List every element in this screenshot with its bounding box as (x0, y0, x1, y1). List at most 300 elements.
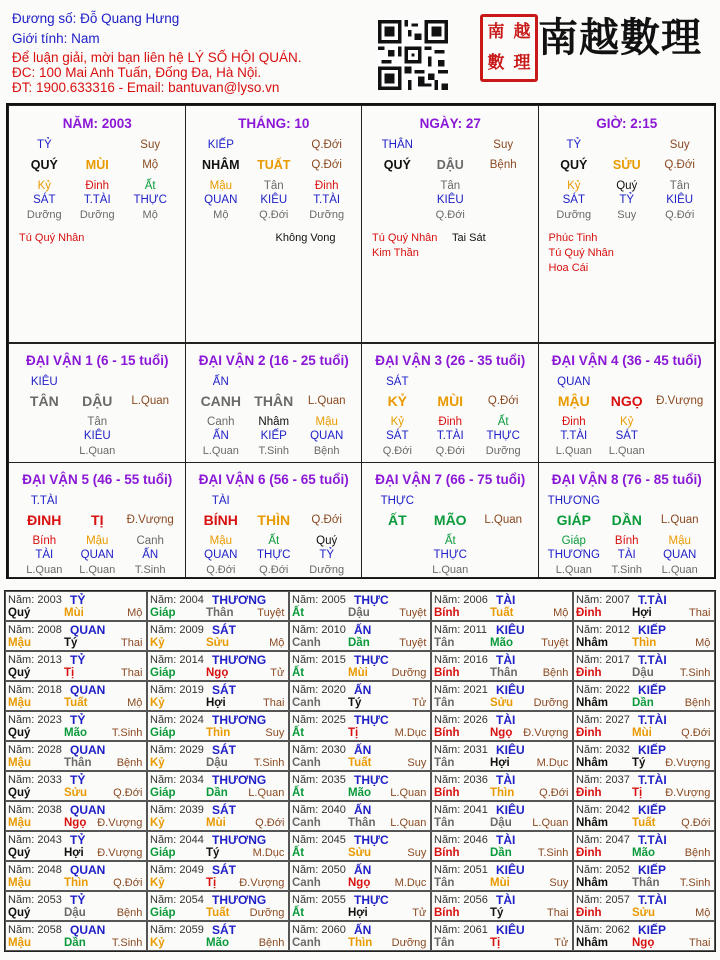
dai-van-hidden-phase: Bệnh (313, 445, 340, 457)
dai-van-cell (538, 343, 716, 463)
year-branch: Sửu (206, 637, 230, 649)
year-god: KIÊU (496, 923, 525, 937)
dai-van-hidden-god: ẤN (142, 549, 159, 561)
hidden-stem: Mậu (209, 180, 232, 192)
year-god: T.TÀI (638, 773, 667, 787)
year-label: Năm: 2011 (434, 624, 487, 636)
dai-van-branch: DẬU (82, 393, 113, 409)
year-phase: Q.Đới (113, 787, 143, 799)
hidden-stem: Ất (144, 180, 156, 192)
year-stem: Kỷ (150, 877, 165, 889)
year-cell (5, 651, 147, 681)
year-label: Năm: 2060 (292, 924, 346, 936)
owner-name: Đỗ Quang Hưng (80, 11, 180, 26)
dai-van-god: THƯƠNG (547, 495, 600, 507)
dai-van-hidden-stem: Kỷ (620, 416, 634, 428)
year-branch: Dần (632, 697, 654, 709)
dai-van-cell (185, 343, 363, 463)
dai-van-hidden-stem: Ất (444, 535, 456, 547)
year-cell (5, 861, 147, 891)
year-phase: Q.Đới (255, 817, 285, 829)
year-stem: Kỷ (150, 817, 165, 829)
dai-van-branch: TỊ (91, 512, 104, 528)
dai-van-stem: MẬU (557, 393, 590, 409)
year-stem: Tân (434, 817, 455, 829)
year-god: THỰC (354, 713, 389, 727)
year-branch: Dần (206, 787, 228, 799)
dai-van-state: L.Quan (307, 395, 346, 407)
year-phase: Bệnh (684, 697, 711, 709)
year-god: T.TÀI (638, 713, 667, 727)
dai-van-cell (8, 343, 186, 463)
year-god: ẤN (354, 803, 372, 817)
year-stem: Canh (292, 757, 321, 769)
year-stem: Bính (434, 847, 460, 859)
hidden-god: KIÊU (436, 194, 464, 206)
year-phase: Suy (407, 847, 427, 859)
branch-state: Mộ (142, 159, 159, 171)
year-label: Năm: 2039 (150, 804, 204, 816)
dai-van-state: L.Quan (131, 395, 170, 407)
year-label: Năm: 2037 (576, 774, 630, 786)
year-stem: Mậu (8, 697, 31, 709)
year-label: Năm: 2035 (292, 774, 346, 786)
year-phase: Tử (412, 697, 427, 709)
dai-van-state: Q.Đới (311, 514, 342, 526)
dai-van-cell (538, 462, 716, 578)
year-stem: Quý (8, 607, 31, 619)
year-phase: Suy (407, 757, 427, 769)
year-stem: Quý (8, 907, 31, 919)
year-stem: Kỷ (150, 757, 165, 769)
year-phase: T.Sinh (111, 727, 143, 739)
pillar-title: GIỜ: 2:15 (596, 116, 658, 131)
year-label: Năm: 2062 (576, 924, 630, 936)
dai-van-hidden-stem: Nhâm (258, 416, 290, 428)
year-god: THƯƠNG (212, 773, 267, 787)
hidden-phase: Suy (617, 209, 637, 221)
year-label: Năm: 2020 (292, 684, 346, 696)
heavenly-stem: QUÝ (383, 158, 411, 172)
year-label: Năm: 2005 (292, 594, 346, 606)
dai-van-hidden-god: TÀI (35, 549, 54, 561)
year-phase: Tử (412, 907, 427, 919)
year-phase: Đ.Vượng (665, 757, 711, 769)
year-stem: Ất (292, 667, 305, 679)
dai-van-branch: MÙI (437, 393, 464, 409)
hidden-god: SÁT (33, 194, 56, 206)
year-phase: L.Quan (390, 787, 427, 799)
year-god: T.TÀI (638, 593, 667, 607)
special-star: Tai Sát (452, 232, 486, 244)
year-branch: Tý (64, 637, 78, 649)
year-god: THỰC (354, 833, 389, 847)
year-branch: Dậu (64, 907, 86, 919)
year-stem: Đinh (576, 907, 602, 919)
year-cell (289, 681, 431, 711)
year-cell (147, 801, 289, 831)
year-branch: Thân (206, 607, 234, 619)
year-branch: Tuất (348, 757, 372, 769)
year-phase: Suy (549, 877, 569, 889)
year-branch: Mùi (348, 667, 368, 679)
year-cell (5, 921, 147, 951)
year-branch: Tý (206, 847, 220, 859)
year-stem: Canh (292, 817, 321, 829)
year-stem: Mậu (8, 757, 31, 769)
year-branch: Tý (632, 757, 646, 769)
year-label: Năm: 2029 (150, 744, 204, 756)
year-branch: Tị (490, 937, 501, 949)
dai-van-god: TÀI (211, 495, 230, 507)
year-branch: Tuất (64, 697, 88, 709)
year-phase: Q.Đới (113, 877, 143, 889)
year-branch: Tuất (632, 817, 656, 829)
year-stem: Canh (292, 637, 321, 649)
hidden-god: T.TÀI (83, 194, 111, 206)
year-phase: Mộ (269, 637, 285, 649)
year-god: SÁT (212, 803, 236, 817)
year-label: Năm: 2047 (576, 834, 630, 846)
year-cell (573, 621, 715, 651)
year-label: Năm: 2022 (576, 684, 630, 696)
year-phase: Q.Đới (681, 727, 711, 739)
year-phase: Mộ (553, 607, 569, 619)
year-phase: Mộ (127, 607, 143, 619)
year-cell (573, 591, 715, 621)
dai-van-hidden-phase: Q.Đới (382, 445, 412, 457)
dai-van-stem: ĐINH (27, 512, 62, 528)
dai-van-title: ĐẠI VẬN 7 (66 - 75 tuổi) (375, 472, 526, 487)
dai-van-god: T.TÀI (30, 495, 58, 507)
dai-van-hidden-stem: Mậu (315, 416, 338, 428)
year-phase: Dưỡng (533, 697, 569, 709)
hidden-god: THỰC (133, 194, 167, 206)
earthly-branch: SỬU (612, 158, 641, 172)
dai-van-hidden-stem: Ất (268, 535, 280, 547)
branch-state: Bệnh (489, 159, 517, 171)
hidden-phase: Mộ (213, 209, 229, 221)
dai-van-title: ĐẠI VẬN 1 (6 - 15 tuổi) (25, 353, 169, 368)
pillar-cell (361, 105, 539, 343)
dai-van-hidden-phase: T.Sinh (134, 564, 166, 576)
dai-van-state: Q.Đới (487, 395, 519, 407)
year-stem: Bính (434, 667, 460, 679)
year-god: TỶ (70, 593, 86, 607)
year-branch: Sửu (64, 787, 88, 799)
year-stem: Quý (8, 667, 31, 679)
year-stem: Đinh (576, 667, 602, 679)
address-line: ĐC: 100 Mai Anh Tuấn, Đống Đa, Hà Nội. (12, 65, 262, 80)
year-god: QUAN (70, 803, 106, 817)
year-label: Năm: 2057 (576, 894, 630, 906)
dai-van-hidden-god: QUAN (80, 549, 114, 561)
year-label: Năm: 2048 (8, 864, 62, 876)
year-phase: Đ.Vượng (97, 817, 143, 829)
year-phase: Đ.Vượng (523, 727, 569, 739)
dai-van-title: ĐẠI VẬN 3 (26 - 35 tuổi) (375, 353, 526, 368)
earthly-branch: MÙI (85, 158, 109, 172)
year-label: Năm: 2028 (8, 744, 62, 756)
year-phase: T.Sinh (253, 757, 285, 769)
year-label: Năm: 2041 (434, 804, 488, 816)
year-cell (147, 891, 289, 921)
year-phase: L.Quan (390, 817, 427, 829)
year-phase: Dưỡng (249, 907, 285, 919)
dai-van-hidden-stem: Giáp (561, 535, 586, 547)
heavenly-stem: QUÝ (560, 158, 588, 172)
year-label: Năm: 2045 (292, 834, 346, 846)
year-label: Năm: 2021 (434, 684, 488, 696)
year-branch: Sửu (348, 847, 372, 859)
year-phase: Tuyệt (541, 637, 569, 649)
special-star: Không Vong (275, 232, 336, 244)
year-god: KIẾP (638, 623, 667, 637)
dai-van-hidden-god: QUAN (310, 430, 344, 442)
hidden-stem: Kỷ (37, 180, 52, 192)
year-stem: Canh (292, 877, 321, 889)
year-phase: Tuyệt (399, 607, 427, 619)
year-cell (5, 831, 147, 861)
year-god: SÁT (212, 923, 236, 937)
year-branch: Thân (490, 667, 518, 679)
dai-van-hidden-stem: Tân (87, 416, 108, 428)
year-label: Năm: 2049 (150, 864, 204, 876)
owner-label: Đương số: (12, 11, 81, 26)
year-branch: Ngọ (348, 877, 371, 889)
dai-van-branch: THÌN (257, 512, 291, 528)
year-phase: Bệnh (258, 937, 285, 949)
year-phase: Bệnh (116, 907, 143, 919)
year-cell (5, 621, 147, 651)
year-phase: Bệnh (542, 667, 569, 679)
year-stem: Mậu (8, 637, 31, 649)
pillar-title: NGÀY: 27 (419, 116, 481, 131)
pillar-cell (8, 105, 186, 343)
year-cell (5, 741, 147, 771)
hidden-stem: Quý (616, 180, 638, 192)
dai-van-hidden-stem: Mậu (668, 535, 691, 547)
year-phase: T.Sinh (537, 847, 569, 859)
hidden-stem: Tân (440, 180, 461, 192)
hidden-stem: Tân (263, 180, 284, 192)
hidden-phase: Dưỡng (79, 209, 115, 221)
dai-van-hidden-phase: L.Quan (661, 564, 698, 576)
year-phase: Đ.Vượng (239, 877, 285, 889)
year-god: SÁT (212, 863, 236, 877)
year-god: THỰC (354, 593, 389, 607)
year-god: TỶ (70, 653, 86, 667)
year-phase: Tuyệt (257, 607, 285, 619)
year-branch: Hợi (206, 697, 226, 709)
year-branch: Mùi (64, 607, 84, 619)
year-phase: Mộ (127, 697, 143, 709)
year-label: Năm: 2026 (434, 714, 488, 726)
year-god: QUAN (70, 743, 106, 757)
year-branch: Ngọ (64, 817, 87, 829)
year-label: Năm: 2030 (292, 744, 346, 756)
year-branch: Tuất (206, 907, 230, 919)
year-branch: Dậu (206, 757, 228, 769)
year-god: T.TÀI (638, 653, 667, 667)
year-cell (431, 651, 573, 681)
dai-van-hidden-phase: L.Quan (432, 564, 469, 576)
pillar-title: NĂM: 2003 (62, 116, 132, 131)
pillar-top-god: TỶ (36, 139, 52, 151)
year-stem: Kỷ (150, 637, 165, 649)
year-phase: Đ.Vượng (665, 787, 711, 799)
year-cell (431, 741, 573, 771)
dai-van-hidden-god: SÁT (386, 430, 409, 442)
dai-van-stem: ẤT (387, 512, 407, 528)
year-stem: Đinh (576, 847, 602, 859)
year-label: Năm: 2023 (8, 714, 62, 726)
year-god: KIẾP (638, 683, 667, 697)
year-god: TÀI (496, 833, 516, 847)
dai-van-hidden-stem: Bính (614, 535, 639, 547)
pillar-top-state: Q.Đới (311, 139, 342, 151)
dai-van-god: QUAN (557, 376, 591, 388)
year-label: Năm: 2013 (8, 654, 62, 666)
dai-van-hidden-god: THỰC (486, 430, 520, 442)
year-cell (431, 711, 573, 741)
year-stem: Nhâm (576, 937, 608, 949)
year-label: Năm: 2017 (576, 654, 630, 666)
dai-van-hidden-stem: Quý (316, 535, 338, 547)
year-stem: Mậu (8, 817, 31, 829)
hidden-stem: Đinh (314, 180, 339, 192)
dai-van-hidden-god: KIÊU (83, 430, 111, 442)
year-label: Năm: 2036 (434, 774, 488, 786)
dai-van-hidden-stem: Ất (497, 416, 509, 428)
dai-van-state: Đ.Vượng (656, 395, 704, 407)
year-branch: Mùi (206, 817, 226, 829)
dai-van-stem: BÍNH (203, 512, 238, 528)
year-label: Năm: 2053 (8, 894, 62, 906)
year-stem: Tân (434, 757, 455, 769)
gender-value: Nam (71, 31, 100, 46)
year-label: Năm: 2033 (8, 774, 62, 786)
year-stem: Giáp (150, 607, 176, 619)
heavenly-stem: NHÂM (202, 158, 240, 172)
year-cell (573, 681, 715, 711)
year-god: QUAN (70, 683, 106, 697)
dai-van-god: ẤN (212, 376, 229, 388)
year-god: TỶ (70, 893, 86, 907)
year-god: KIÊU (496, 683, 525, 697)
year-branch: Sửu (632, 907, 656, 919)
year-phase: L.Quan (248, 787, 285, 799)
year-phase: M.Dục (394, 727, 427, 739)
year-stem: Nhâm (576, 817, 608, 829)
year-stem: Bính (434, 907, 460, 919)
year-stem: Ất (292, 907, 305, 919)
dai-van-hidden-stem: Đinh (438, 416, 463, 428)
hidden-stem: Tân (669, 180, 690, 192)
year-branch: Ngọ (632, 937, 655, 949)
year-cell (289, 891, 431, 921)
year-cell (147, 591, 289, 621)
year-branch: Thân (348, 817, 376, 829)
year-god: THỰC (354, 893, 389, 907)
year-stem: Nhâm (576, 877, 608, 889)
year-cell (5, 711, 147, 741)
year-cell (5, 771, 147, 801)
year-cell (573, 771, 715, 801)
year-stem: Tân (434, 877, 455, 889)
phone-email-line[interactable]: ĐT: 1900.633316 - Email: bantuvan@lyso.vn (12, 80, 280, 95)
year-label: Năm: 2008 (8, 624, 62, 636)
seal-char: 數 (487, 53, 505, 73)
dai-van-hidden-stem: Kỷ (390, 416, 405, 428)
year-stem: Bính (434, 787, 460, 799)
year-god: ẤN (354, 743, 372, 757)
year-label: Năm: 2040 (292, 804, 346, 816)
dai-van-hidden-phase: Dưỡng (485, 445, 521, 457)
year-label: Năm: 2027 (576, 714, 630, 726)
year-cell (147, 681, 289, 711)
dai-van-hidden-god: QUAN (663, 549, 697, 561)
dai-van-title: ĐẠI VẬN 8 (76 - 85 tuổi) (551, 472, 702, 487)
year-phase: T.Sinh (111, 937, 143, 949)
earthly-branch: DẬU (436, 158, 464, 172)
year-label: Năm: 2031 (434, 744, 488, 756)
year-label: Năm: 2034 (150, 774, 204, 786)
year-cell (147, 621, 289, 651)
year-god: KIÊU (496, 623, 525, 637)
pillar-cell (538, 105, 716, 343)
year-cell (573, 711, 715, 741)
year-phase: Thai (688, 937, 711, 949)
dai-van-hidden-stem: Bính (32, 535, 57, 547)
earthly-branch: TUẤT (257, 158, 291, 172)
year-branch: Dần (490, 847, 512, 859)
year-cell (431, 591, 573, 621)
year-label: Năm: 2004 (150, 594, 204, 606)
dai-van-hidden-god: THỰC (257, 549, 291, 561)
pillar-title: THÁNG: 10 (238, 116, 310, 131)
year-god: ẤN (354, 683, 372, 697)
dai-van-hidden-phase: L.Quan (608, 445, 645, 457)
pillar-cell (185, 105, 363, 343)
year-branch: Mão (490, 637, 513, 649)
year-phase: Tử (554, 937, 569, 949)
year-god: THƯƠNG (212, 893, 267, 907)
year-branch: Mão (64, 727, 87, 739)
year-god: KIÊU (496, 803, 525, 817)
year-branch: Dần (64, 937, 86, 949)
hidden-god: QUAN (204, 194, 238, 206)
year-phase: Bệnh (116, 757, 143, 769)
year-god: KIẾP (638, 923, 667, 937)
hidden-phase: Mộ (142, 209, 158, 221)
year-branch: Sửu (490, 697, 514, 709)
year-stem: Bính (434, 607, 460, 619)
year-stem: Đinh (576, 727, 602, 739)
year-branch: Thìn (632, 637, 657, 649)
year-label: Năm: 2032 (576, 744, 630, 756)
year-branch: Thìn (64, 877, 89, 889)
year-god: TÀI (496, 713, 516, 727)
hidden-phase: Dưỡng (309, 209, 345, 221)
special-star: Phúc Tinh (548, 232, 598, 244)
year-stem: Tân (434, 697, 455, 709)
year-stem: Quý (8, 847, 31, 859)
year-god: QUAN (70, 623, 106, 637)
hidden-god: KIÊU (666, 194, 694, 206)
dai-van-hidden-stem: Mậu (209, 535, 232, 547)
year-god: THƯƠNG (212, 593, 267, 607)
